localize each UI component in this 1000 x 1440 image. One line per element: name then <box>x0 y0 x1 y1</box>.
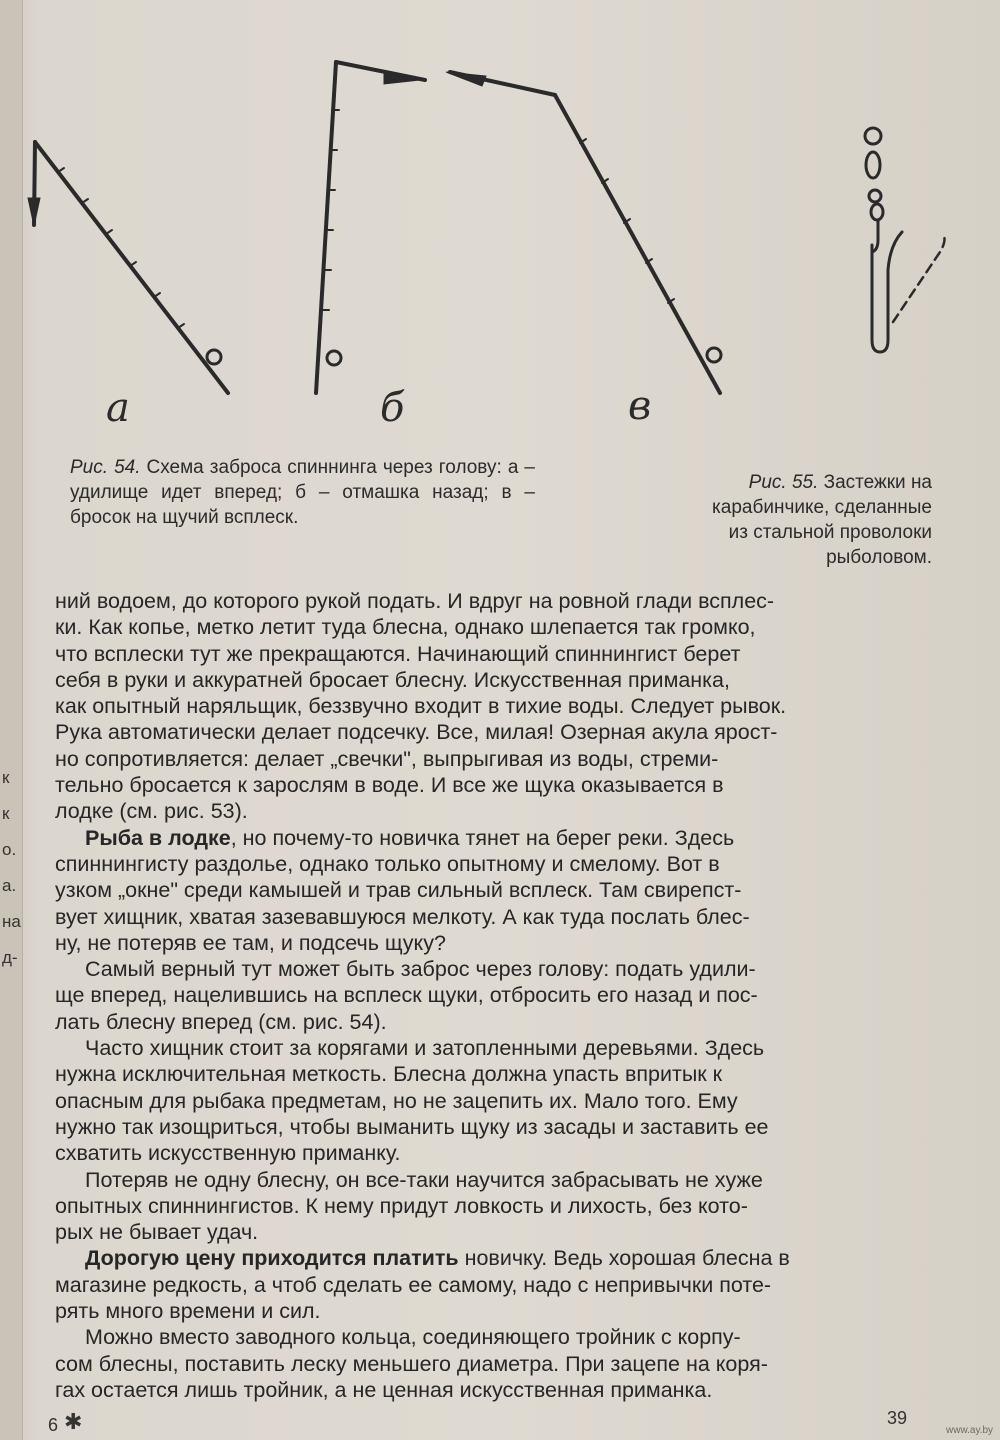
text-line: но сопротивляется: делает „свечки", выпрыгивая из воды, стреми- <box>55 746 719 771</box>
text-line: Можно вместо заводного кольца, соединяющего тройник с корпу- <box>85 1325 741 1350</box>
figure-55-snap-swivel <box>865 128 945 352</box>
signature-star: ✱ <box>64 1409 83 1434</box>
text-line: вует хищник, хватая зазевавшуюся мелкоту. А как туда послать блес- <box>55 904 750 929</box>
text-line: Часто хищник стоит за корягами и затопленными деревьями. Здесь <box>85 1036 765 1061</box>
text-line: лать блесну вперед (см. рис. 54). <box>55 1009 387 1034</box>
text-line: тельно бросается к зарослям в воде. И все же щука оказывается в <box>55 773 724 798</box>
figure-54-caption-label: Рис. 54. <box>70 457 141 478</box>
figure-a-label: а <box>106 385 130 431</box>
text-line: что всплески тут же прекращаются. Начинающий спиннингист берет <box>55 641 741 666</box>
figure-b-label: б <box>380 385 405 431</box>
figure-54-caption-text: Схема заброса спиннинга через голову: а – удилище идет вперед; б – отмашка назад; в – бросок на щучий всплеск. <box>70 457 535 528</box>
text-line: ну, не потеряв ее там, и подсечь щуку? <box>55 930 446 955</box>
text-line: ще вперед, нацелившись на всплеск щуки, отбросить его назад и пос- <box>55 983 758 1008</box>
paragraph-start <box>55 825 935 851</box>
text-line: ний водоем, до которого рукой подать. И вдруг на ровной глади всплес- <box>55 589 775 613</box>
signature-number: 6 <box>48 1415 59 1435</box>
figure-b-rod <box>316 62 425 393</box>
main-body-text <box>55 588 935 1403</box>
run-in-heading: Рыба в лодке <box>85 825 231 850</box>
text-line: как опытный наряльщик, беззвучно входит в тихие воды. Следует рывок. <box>55 694 787 719</box>
watermark: www.ay.by <box>946 1425 994 1436</box>
paragraph-start <box>55 1245 935 1271</box>
text-line: спиннингисту раздолье, однако только опытному и смелому. Вот в <box>55 851 720 876</box>
text-line: узком „окне" среди камышей и трав сильный всплеск. Там свирепст- <box>55 878 742 903</box>
text-line: рять много времени и сил. <box>55 1299 321 1324</box>
text-line: Рука автоматически делает подсечку. Все, милая! Озерная акула ярост- <box>55 720 778 745</box>
text-line: опытных спиннингистов. К нему придут ловкость и лихость, без кото- <box>55 1193 748 1218</box>
text-line: сом блесны, поставить леску меньшего диаметра. При зацепе на коря- <box>55 1351 768 1376</box>
text-line: лодке (см. рис. 53). <box>55 799 248 824</box>
text-line: рых не бывает удач. <box>55 1220 259 1245</box>
figure-54-55-drawings <box>0 0 1000 460</box>
figure-54-caption <box>70 455 535 530</box>
text-line: Самый верный тут может быть заброс через голову: подать удили- <box>85 957 756 982</box>
text-line: схватить искусственную приманку. <box>55 1141 401 1166</box>
text-line: себя в руки и аккуратней бросает блесну. Искусственная приманка, <box>55 667 730 692</box>
page-number: 39 <box>887 1408 908 1428</box>
text-line: Потеряв не одну блесну, он все-таки научится забрасывать не хуже <box>85 1167 763 1192</box>
figure-55-caption-text: Застежки на карабинчике, сделанные из стальной проволоки рыболовом. <box>712 472 932 568</box>
text-line: нужна исключительная меткость. Блесна должна упасть впритык к <box>55 1062 723 1087</box>
text-line: магазине редкость, а чтоб сделать ее самому, надо с непривычки поте- <box>55 1272 772 1297</box>
text-line: опасным для рыбака предметам, но не зацепить их. Мало того. Ему <box>55 1088 738 1113</box>
figure-55-caption-label: Рис. 55. <box>748 472 819 493</box>
figure-v-label: в <box>628 383 652 429</box>
figure-55-caption <box>692 470 932 570</box>
figure-a-rod <box>28 142 228 393</box>
run-in-heading: Дорогую цену приходится платить <box>85 1246 459 1271</box>
text-run: новичку. Ведь хорошая блесна в <box>458 1246 790 1271</box>
text-line: гах остается лишь тройник, а не ценная искусственная приманка. <box>55 1377 713 1402</box>
figure-v-rod <box>446 72 721 393</box>
facing-page-text: к к о. а. на д- <box>2 768 21 967</box>
text-line: ки. Как копье, метко летит туда блесна, однако шлепается так громко, <box>55 615 756 640</box>
text-line: нужно так изощриться, чтобы выманить щуку из засады и заставить ее <box>55 1114 769 1139</box>
text-run: , но почему-то новичка тянет на берег реки. Здесь <box>230 825 735 850</box>
